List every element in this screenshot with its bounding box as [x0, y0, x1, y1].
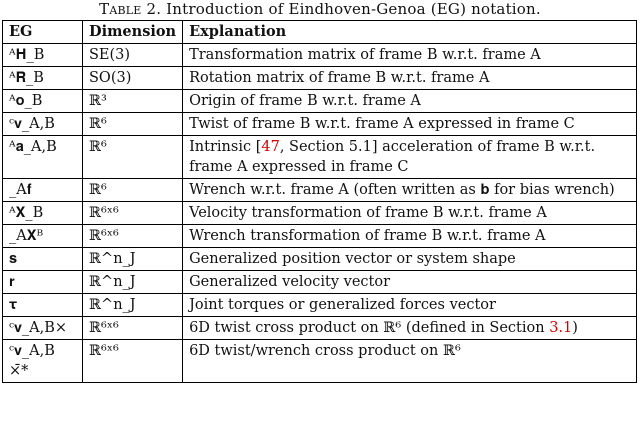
dimension-cell: ℝ⁶ˣ⁶ [83, 317, 183, 340]
eg-cell: ᴬ𝐑_B [3, 67, 83, 90]
explanation-cell: Generalized position vector or system shape [183, 248, 637, 271]
header-eg: EG [3, 21, 83, 44]
table-row [3, 340, 637, 383]
eg-cell: ᴬ𝐇_B [3, 44, 83, 67]
explanation-cell: Generalized velocity vector [183, 271, 637, 294]
dimension-cell: ℝ^n_J [83, 294, 183, 317]
citation-link[interactable]: 47 [261, 139, 280, 155]
explanation-cell: Wrench transformation of frame B w.r.t. frame A [183, 225, 637, 248]
header-dimension: Dimension [83, 21, 183, 44]
table-label: Table 2. [99, 0, 162, 18]
table-row [3, 294, 637, 317]
explanation-cell: Wrench w.r.t. frame A (often written as 𝐛 for bias wrench) [183, 179, 637, 202]
eg-cell: 𝛕 [3, 294, 83, 317]
explanation-cell: Origin of frame B w.r.t. frame A [183, 90, 637, 113]
table-row [3, 271, 637, 294]
dimension-cell: ℝ³ [83, 90, 183, 113]
eg-cell: ᶜ𝐯_A,B× [3, 317, 83, 340]
dimension-cell: ℝ⁶ˣ⁶ [83, 225, 183, 248]
explanation-cell: Twist of frame B w.r.t. frame A expressed in frame C [183, 113, 637, 136]
explanation-cell: Transformation matrix of frame B w.r.t. frame A [183, 44, 637, 67]
dimension-cell: ℝ⁶ [83, 136, 183, 179]
table-row [3, 113, 637, 136]
eg-cell: _A𝐗ᴮ [3, 225, 83, 248]
eg-cell: ᴬ𝐚_A,B [3, 136, 83, 179]
header-row [3, 21, 637, 44]
dimension-cell: ℝ⁶ [83, 113, 183, 136]
explanation-text: 6D twist cross product on ℝ⁶ (defined in Section [189, 320, 550, 336]
explanation-text: , Section 5.1] acceleration of frame B w.r.t. frame A expressed in frame C [189, 139, 596, 175]
dimension-cell: SE(3) [83, 44, 183, 67]
eg-notation-table [2, 20, 637, 383]
table-row [3, 90, 637, 113]
dimension-cell: ℝ⁶ˣ⁶ [83, 202, 183, 225]
eg-cell: ᶜ𝐯_A,B ×̄* [3, 340, 83, 383]
table-row [3, 225, 637, 248]
dimension-cell: SO(3) [83, 67, 183, 90]
table-caption-text: Introduction of Eindhoven-Genoa (EG) notation. [166, 0, 541, 18]
explanation-cell: 6D twist/wrench cross product on ℝ⁶ [183, 340, 637, 383]
explanation-cell: Joint torques or generalized forces vector [183, 294, 637, 317]
dimension-cell: ℝ⁶ˣ⁶ [83, 340, 183, 383]
dimension-cell: ℝ^n_J [83, 248, 183, 271]
explanation-text: ) [572, 320, 578, 336]
explanation-cell [183, 317, 637, 340]
eg-cell: 𝐫 [3, 271, 83, 294]
table-row [3, 44, 637, 67]
explanation-cell: Velocity transformation of frame B w.r.t. frame A [183, 202, 637, 225]
eg-cell: ᴬ𝐨_B [3, 90, 83, 113]
section-link[interactable]: 3.1 [549, 320, 573, 336]
table-row [3, 67, 637, 90]
eg-cell: ᴬ𝐗_B [3, 202, 83, 225]
explanation-cell [183, 136, 637, 179]
dimension-cell: ℝ⁶ [83, 179, 183, 202]
explanation-cell: Rotation matrix of frame B w.r.t. frame A [183, 67, 637, 90]
header-explanation: Explanation [183, 21, 637, 44]
eg-cell: 𝐬 [3, 248, 83, 271]
explanation-text: Intrinsic [ [189, 139, 262, 155]
eg-cell: _A𝐟 [3, 179, 83, 202]
table-row [3, 248, 637, 271]
table-row [3, 179, 637, 202]
table-row [3, 317, 637, 340]
table-caption [0, 0, 640, 18]
eg-cell: ᶜ𝐯_A,B [3, 113, 83, 136]
dimension-cell: ℝ^n_J [83, 271, 183, 294]
table-row [3, 136, 637, 179]
table-row [3, 202, 637, 225]
